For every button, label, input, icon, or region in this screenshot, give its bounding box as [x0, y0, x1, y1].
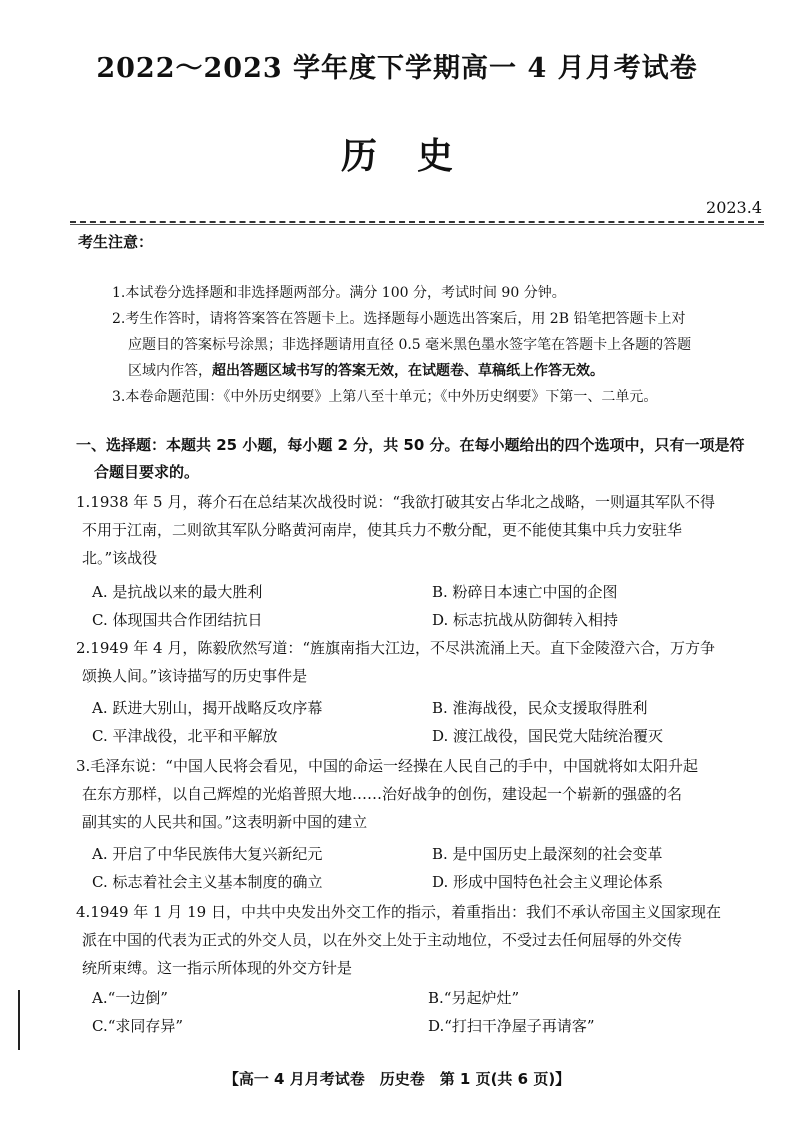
option-a[interactable]: A. 跃进大别山，揭开战略反攻序幕 [92, 699, 323, 717]
question-line: 4.1949 年 1 月 19 日，中共中央发出外交工作的指示，着重指出：我们不承认帝国主义国家现在 [76, 903, 721, 921]
section-line: 合题目要求的。 [94, 463, 200, 481]
question-line: 派在中国的代表为正式的外交人员，以在外交上处于主动地位，不受过去任何屈辱的外交传 [82, 931, 683, 949]
notes-heading: 考生注意： [78, 233, 154, 251]
divider-dashed [70, 221, 764, 223]
note-item: 3.本卷命题范围：《中外历史纲要》上第八至十单元；《中外历史纲要》下第一、二单元。 [112, 389, 658, 405]
note-text: 区域内作答， [128, 363, 212, 379]
option-c[interactable]: C. 平津战役，北平和平解放 [92, 727, 278, 745]
option-d[interactable]: D. 渡江战役，国民党大陆统治覆灭 [432, 727, 664, 745]
question-line: 副其实的人民共和国。”这表明新中国的建立 [82, 813, 368, 831]
option-a[interactable]: A.“一边倒” [92, 989, 168, 1007]
question-line: 不用于江南，二则欲其军队分略黄河南岸，使其兵力不敷分配，更不能使其集中兵力安驻华 [82, 521, 683, 539]
option-b[interactable]: B. 淮海战役，民众支援取得胜利 [432, 699, 648, 717]
question-line: 2.1949 年 4 月，陈毅欣然写道：“旌旗南指大江边，不尽洪流涌上天。直下金陵澄六合，万方争 [76, 639, 716, 657]
option-c[interactable]: C. 体现国共合作团结抗日 [92, 611, 263, 629]
section-heading [76, 432, 756, 486]
question-line: 在东方那样，以自己辉煌的光焰普照大地……治好战争的创伤，建设起一个崭新的强盛的名 [82, 785, 683, 803]
page-footer: 【高一 4 月月考试卷 历史卷 第 1 页(共 6 页)】 [223, 1070, 571, 1088]
question-line: 北。”该战役 [82, 549, 158, 567]
question-line: 颂换人间。”该诗描写的历史事件是 [82, 667, 308, 685]
subject-title: 历史 [340, 135, 493, 177]
note-item [128, 358, 748, 384]
exam-title: 2022～2023 学年度下学期高一 4 月月考试卷 [96, 53, 698, 84]
option-b[interactable]: B. 粉碎日本速亡中国的企图 [432, 583, 618, 601]
divider-solid [70, 224, 764, 225]
question-4 [76, 898, 756, 982]
question-line: 3.毛泽东说：“中国人民将会看见，中国的命运一经操在人民自己的手中，中国就将如太阳升起 [76, 757, 698, 775]
option-a[interactable]: A. 开启了中华民族伟大复兴新纪元 [92, 845, 323, 863]
option-d[interactable]: D. 标志抗战从防御转入相持 [432, 611, 619, 629]
scan-margin-mark [18, 990, 20, 1050]
question-line: 1.1938 年 5 月，蒋介石在总结某次战役时说：“我欲打破其安占华北之战略，一则逼其军队不得 [76, 493, 716, 511]
option-d[interactable]: D.“打扫干净屋子再请客” [428, 1017, 595, 1035]
question-line: 统所束缚。这一指示所体现的外交方针是 [82, 959, 353, 977]
option-a[interactable]: A. 是抗战以来的最大胜利 [92, 583, 263, 601]
note-emphasis: 超出答题区域书写的答案无效，在试题卷、草稿纸上作答无效。 [212, 363, 604, 379]
section-line: 一、选择题：本题共 25 小题，每小题 2 分，共 50 分。在每小题给出的四个选项中，只有一项是符 [76, 436, 745, 454]
note-item: 应题目的答案标号涂黑；非选择题请用直径 0.5 毫米黑色墨水签字笔在答题卡上各题的答题 [128, 337, 692, 353]
option-c[interactable]: C.“求同存异” [92, 1017, 184, 1035]
note-item: 1.本试卷分选择题和非选择题两部分。满分 100 分，考试时间 90 分钟。 [112, 285, 566, 301]
option-c[interactable]: C. 标志着社会主义基本制度的确立 [92, 873, 323, 891]
option-b[interactable]: B. 是中国历史上最深刻的社会变革 [432, 845, 663, 863]
option-d[interactable]: D. 形成中国特色社会主义理论体系 [432, 873, 664, 891]
question-2 [76, 634, 756, 690]
question-1 [76, 488, 756, 572]
question-3 [76, 752, 756, 836]
note-item: 2.考生作答时，请将答案答在答题卡上。选择题每小题选出答案后，用 2B 铅笔把答题卡上对 [112, 311, 686, 327]
exam-date: 2023.4 [706, 198, 762, 217]
option-b[interactable]: B.“另起炉灶” [428, 989, 520, 1007]
